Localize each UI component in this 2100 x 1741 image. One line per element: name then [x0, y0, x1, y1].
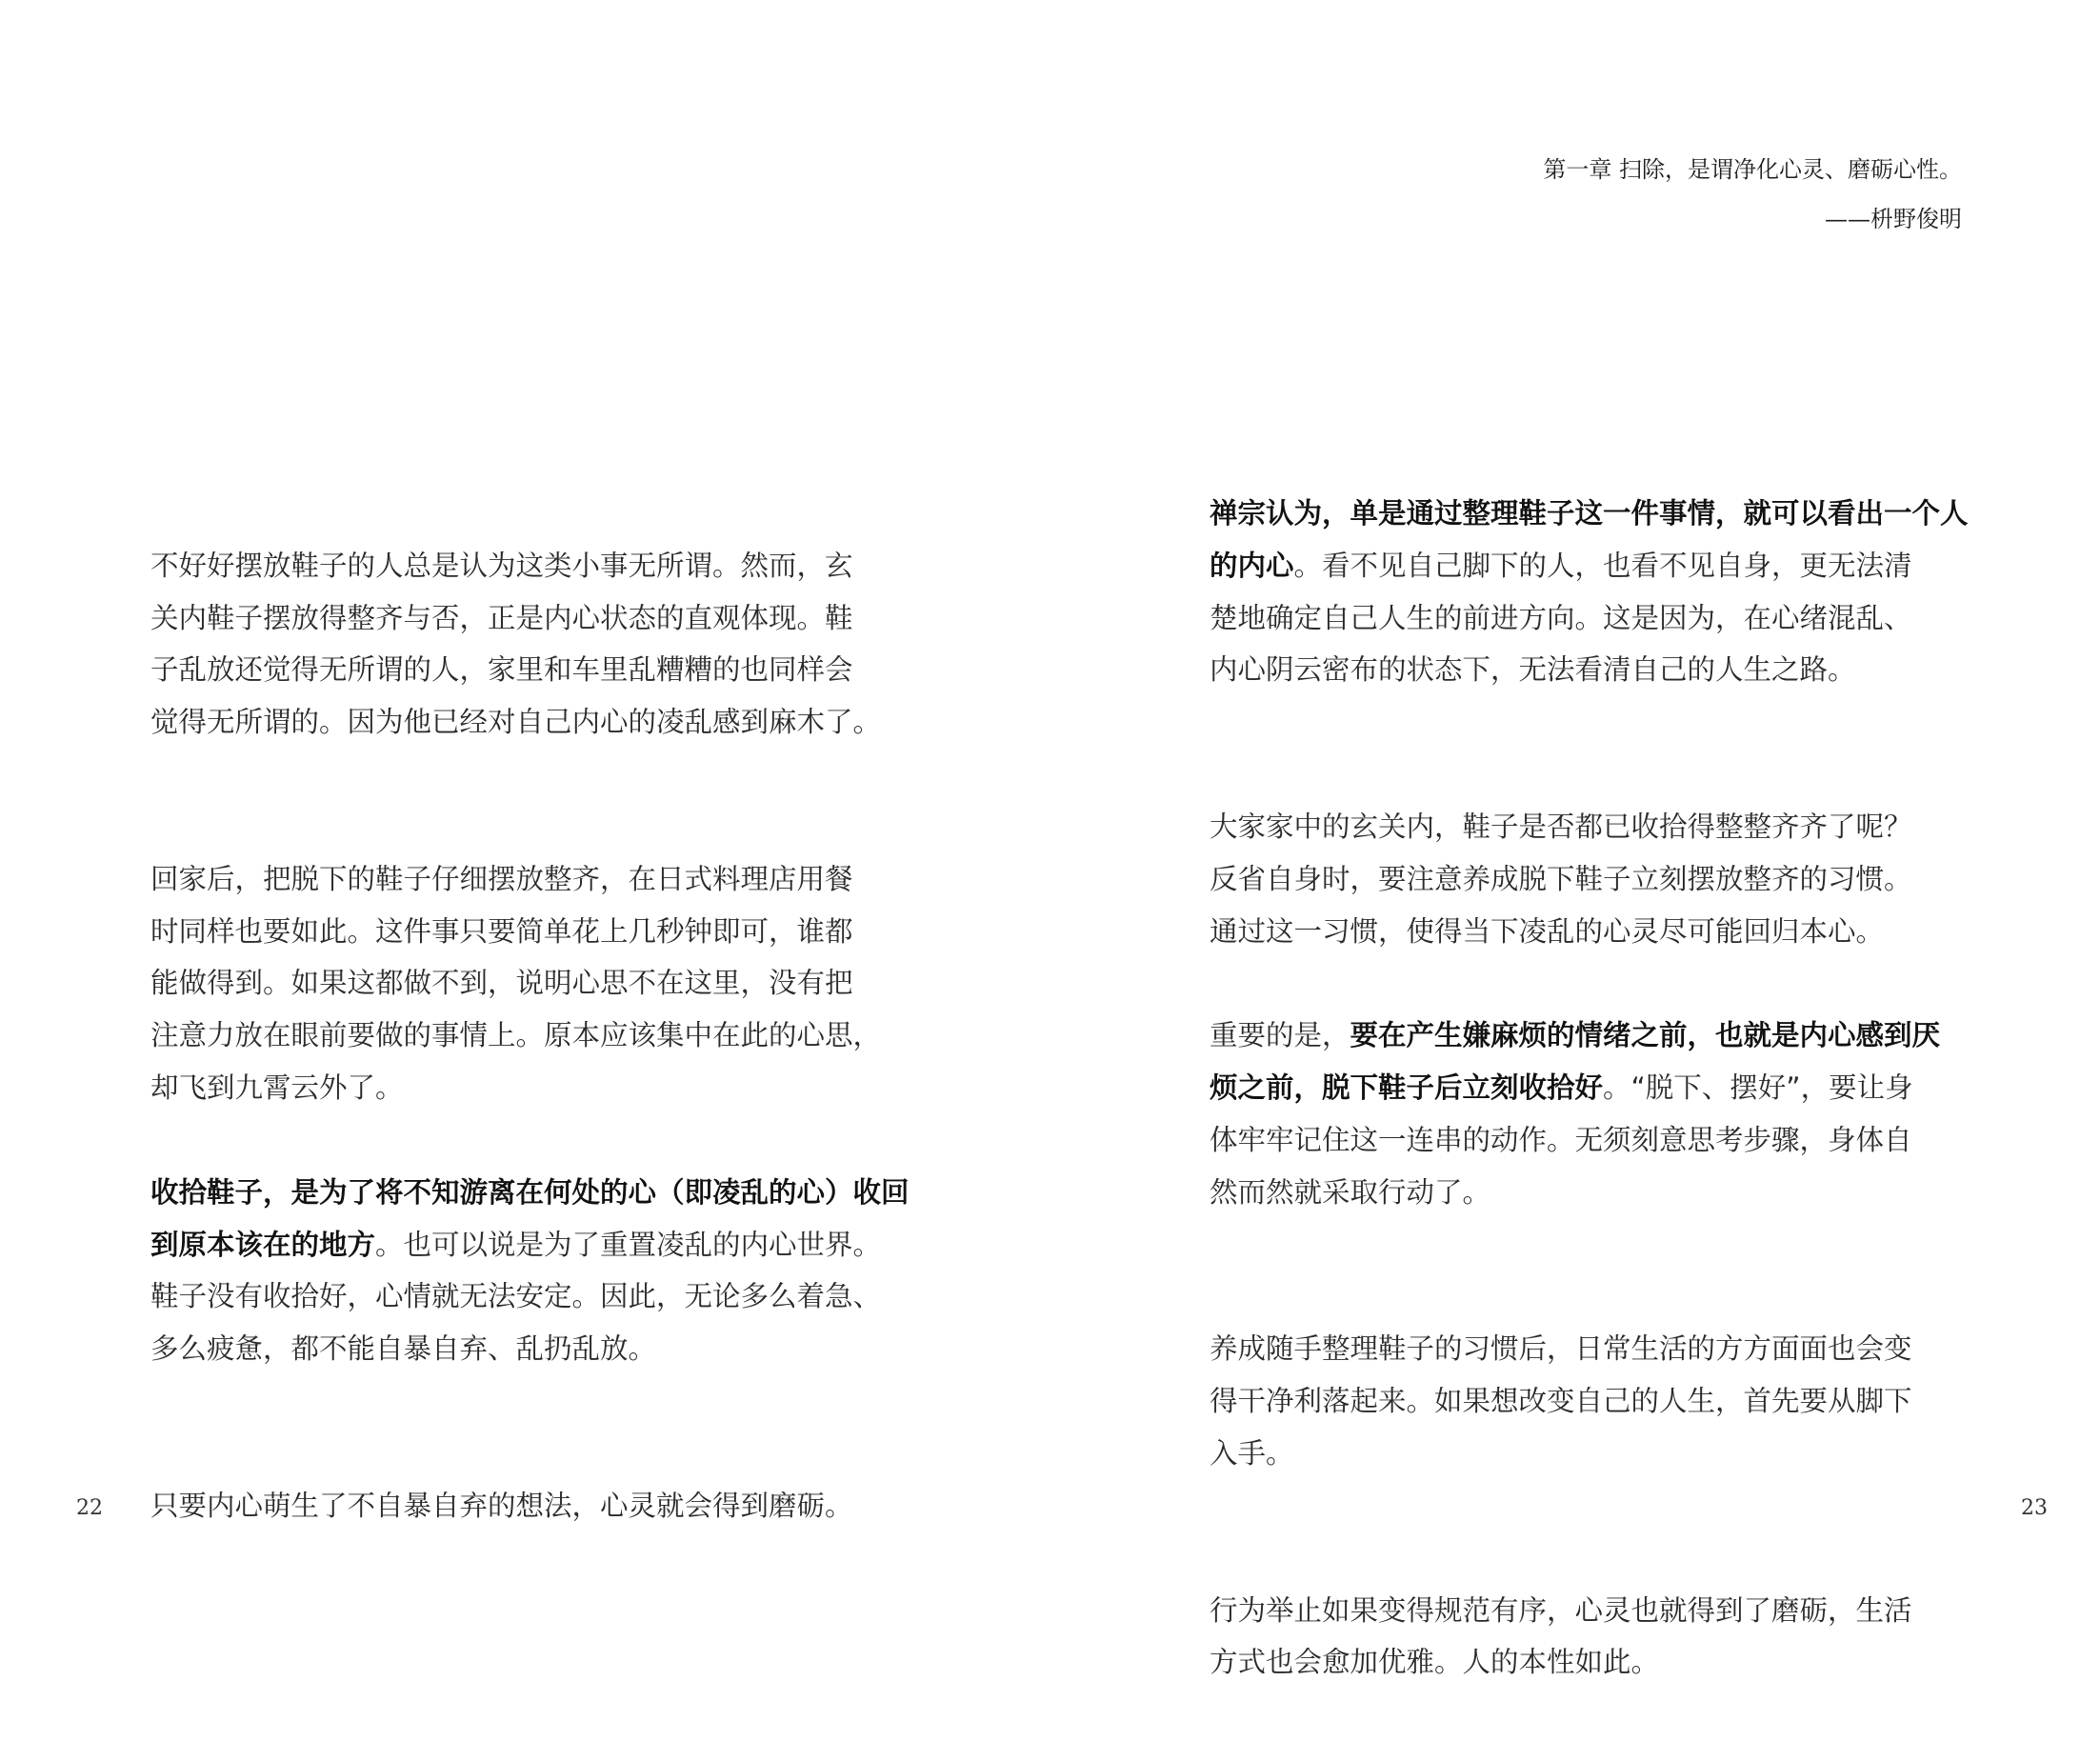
text-segment: 。也可以说是为了重置凌乱的内心世界。 鞋子没有收拾好，心情就无法安定。因此，无论多么着急、 多么疲惫，都不能自暴自弃、乱扔乱放。: [150, 1228, 882, 1366]
text-segment: 。“脱下、摆好”，要让身 体牢牢记住这一连串的动作。无须刻意思考步骤，身体自 然而然就采取行动了。: [1210, 1071, 1913, 1209]
text-segment: 重要的是，: [1210, 1019, 1350, 1052]
chapter-author: ——枡野俊明: [1825, 206, 1962, 232]
paragraph: [150, 488, 912, 749]
paragraph: [1210, 1532, 1971, 1689]
left-body-text: [150, 488, 912, 1585]
emphasized-text: 禅宗认为，单是通过整理鞋子这一件事情，就可以看出一个人 的内心: [1210, 497, 1969, 582]
right-page: [1050, 0, 2100, 1679]
chapter-title: 第一章 扫除，是谓净化心灵、磨砺心性。: [1543, 156, 1962, 183]
page-number: 22: [76, 1496, 103, 1520]
text-segment: 只要内心萌生了不自暴自弃的想法，心灵就会得到磨砺。: [150, 1489, 853, 1522]
chapter-header: [1543, 145, 1962, 244]
paragraph: [1210, 1271, 1971, 1480]
page-number: 23: [2021, 1496, 2048, 1520]
paragraph: [1210, 749, 1971, 957]
text-segment: 养成随手整理鞋子的习惯后，日常生活的方方面面也会变 得干净利落起来。如果想改变自己的人生，首先要从脚下 入手。: [1210, 1332, 1912, 1470]
paragraph: [150, 1167, 912, 1375]
paragraph: [1210, 488, 1971, 696]
paragraph: [1210, 1010, 1971, 1218]
text-segment: 回家后，把脱下的鞋子仔细摆放整齐，在日式料理店用餐 时同样也要如此。这件事只要简单花上几秒钟即可，谁都 能做得到。如果这都做不到，说明心思不在这里，没有把 注意力放在眼前要做的事情上。原本应该集中在此的心思， 却飞到九霄云外了。: [150, 862, 882, 1104]
paragraph: [150, 1428, 912, 1532]
text-segment: 大家家中的玄关内，鞋子是否都已收拾得整整齐齐了呢？ 反省自身时，要注意养成脱下鞋子立刻摆放整齐的习惯。 通过这一习惯，使得当下凌乱的心灵尽可能回归本心。: [1210, 810, 1912, 948]
left-page: [0, 0, 1050, 1575]
emphasized-text: 要在产生嫌麻烦的情绪之前，也就是内心感到厌 烦之前，脱下鞋子后立刻收拾好: [1210, 1019, 1941, 1105]
text-segment: 不好好摆放鞋子的人总是认为这类小事无所谓。然而，玄 关内鞋子摆放得整齐与否，正是内心状态的直观体现。鞋 子乱放还觉得无所谓的人，家里和车里乱糟糟的也同样会 觉得无所谓的。因为他已经对自己内心的凌乱感到麻木了。: [150, 549, 882, 739]
text-segment: 。看不见自己脚下的人，也看不见自身，更无法清 楚地确定自己人生的前进方向。这是因为，在心绪混乱、 内心阴云密布的状态下，无法看清自己的人生之路。: [1210, 549, 1912, 687]
paragraph: [150, 801, 912, 1114]
emphasized-text: 收拾鞋子，是为了将不知游离在何处的心（即凌乱的心）收回 到原本该在的地方: [150, 1175, 910, 1261]
text-segment: 行为举止如果变得规范有序，心灵也就得到了磨砺，生活 方式也会愈加优雅。人的本性如此。: [1210, 1593, 1912, 1679]
right-body-text: [1210, 488, 1971, 1741]
